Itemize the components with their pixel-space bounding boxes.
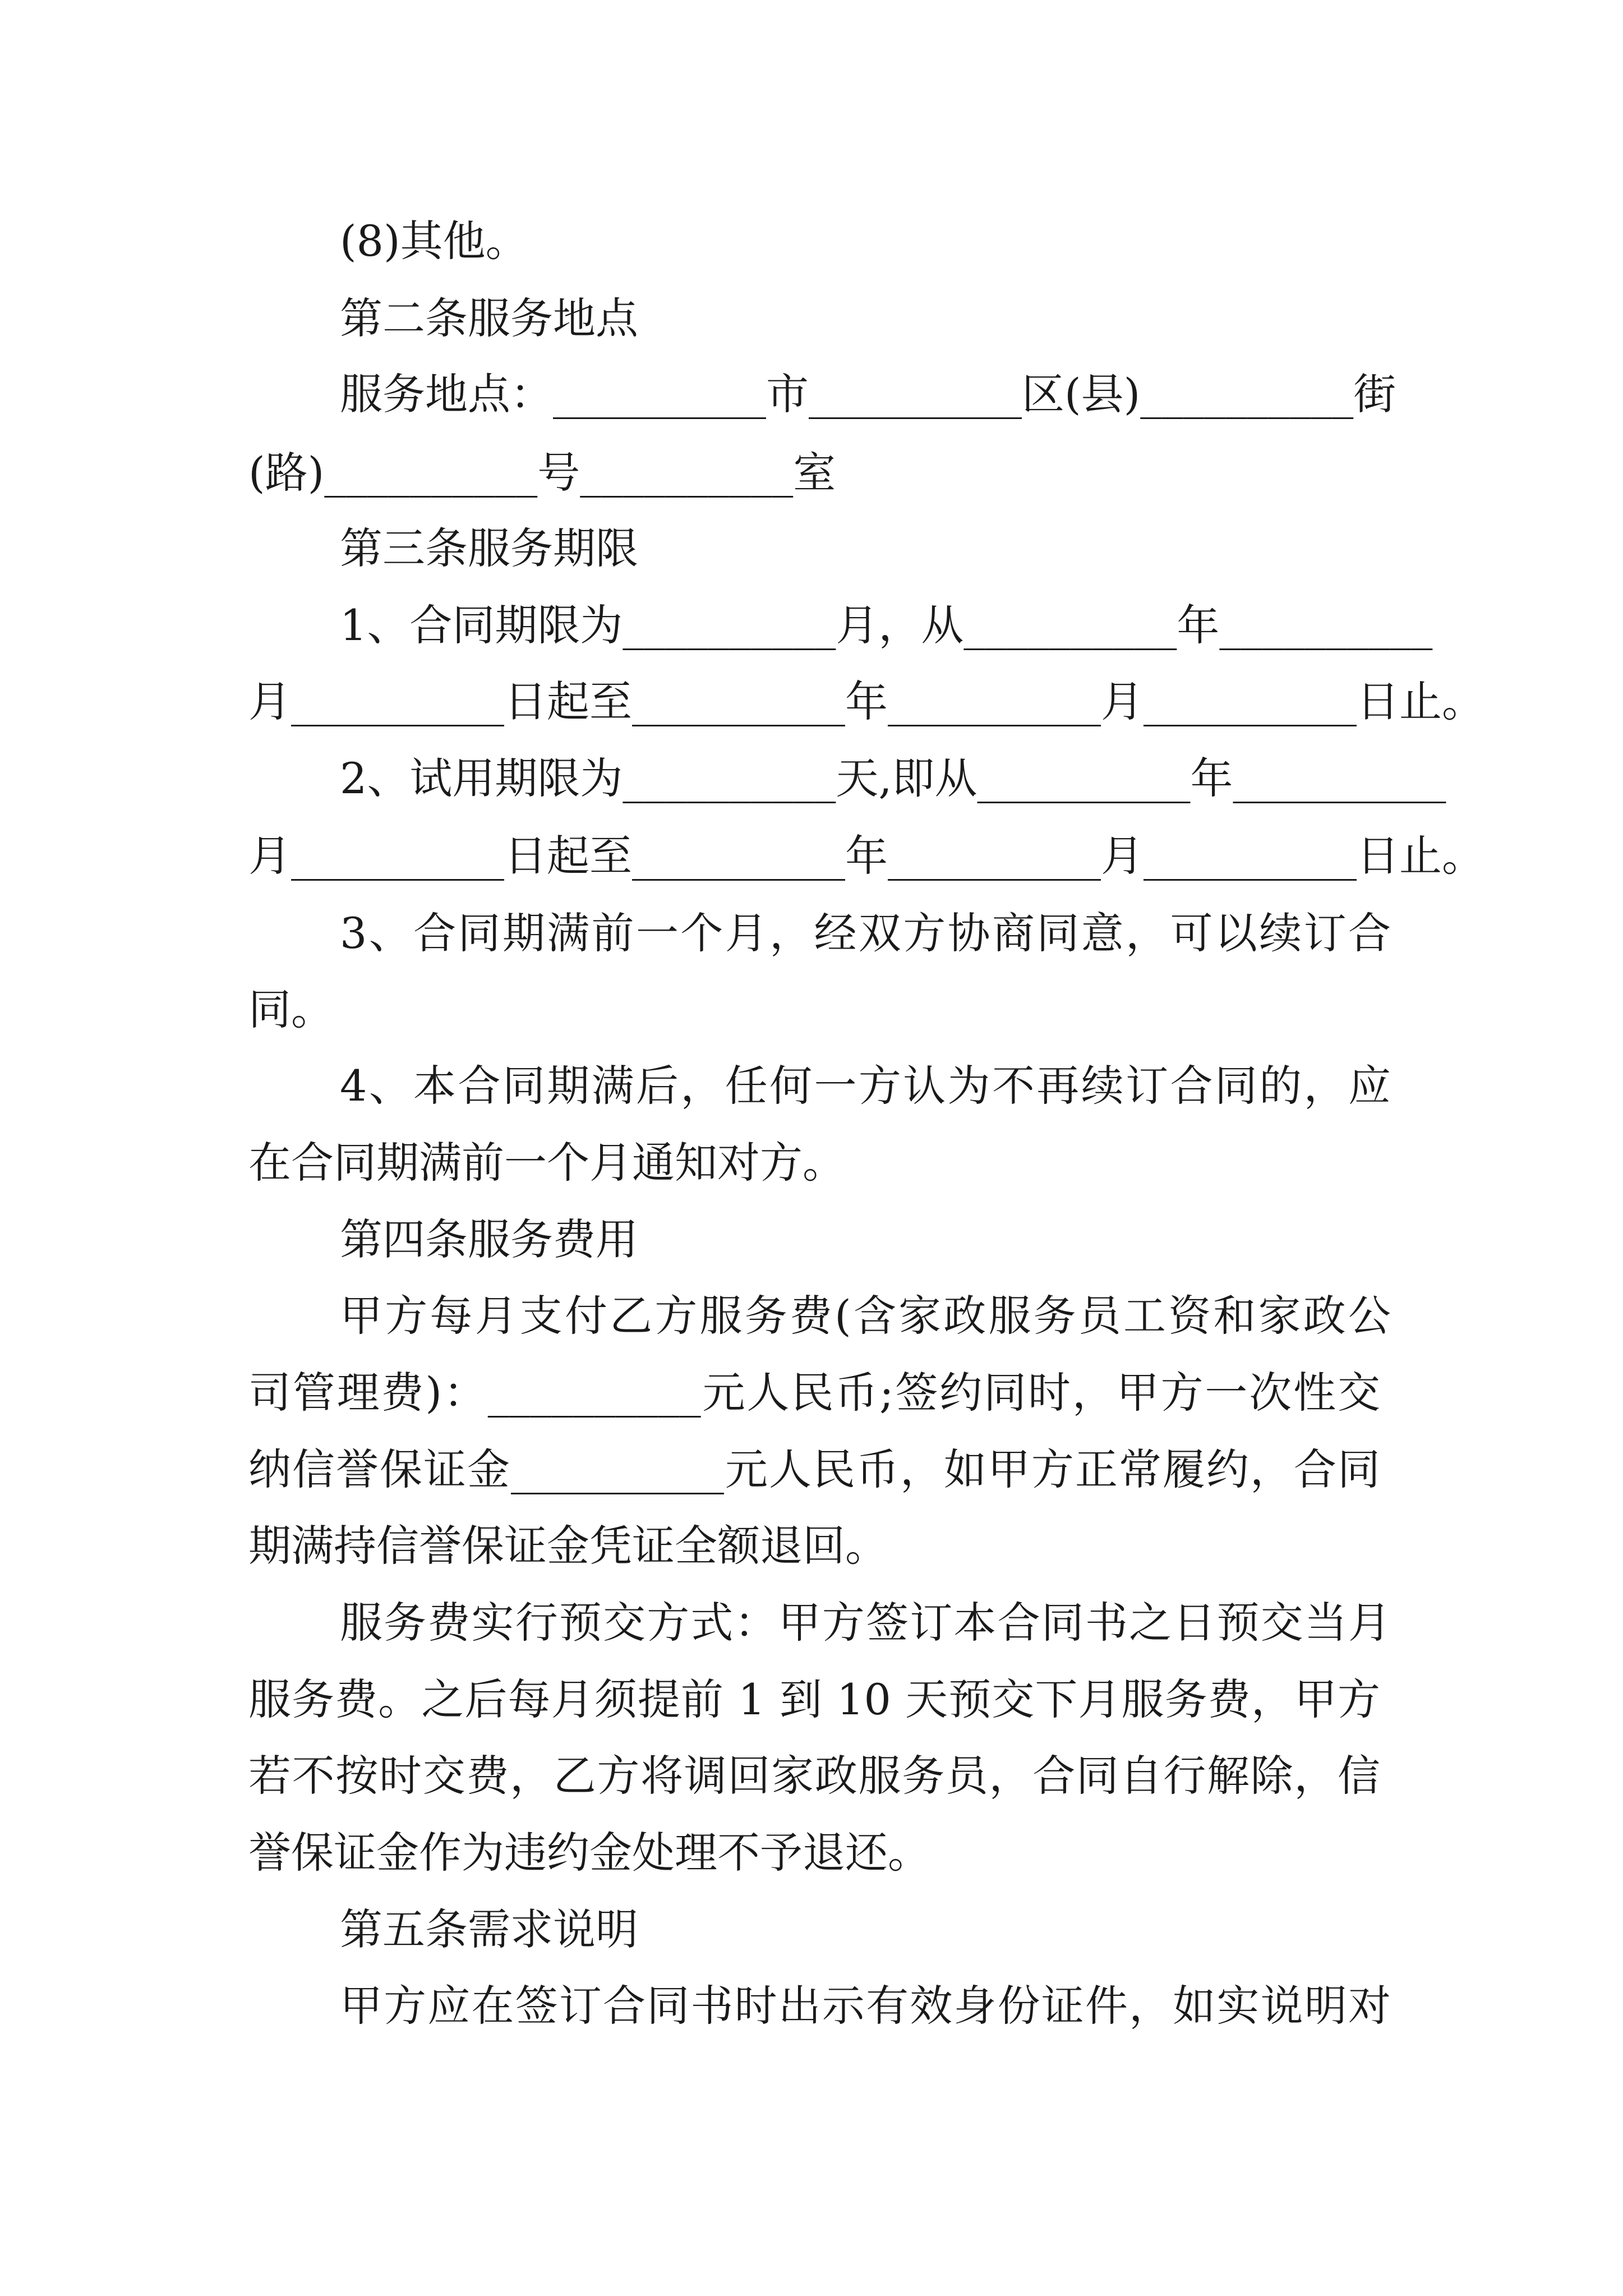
service-fee-line-3: 纳信誉保证金__________元人民币，如甲方正常履约，合同 [248, 1444, 1380, 1494]
renewal-line-1: 3、合同期满前一个月，经双方协商同意，可以续订合 [340, 908, 1391, 958]
service-location-line-1: 服务地点：__________市__________区(县)__________街 [340, 369, 1396, 419]
clause-item-8: (8)其他。 [340, 216, 528, 266]
service-location-line-2: (路)__________号__________室 [248, 448, 836, 498]
service-fee-line-2: 司管理费)：__________元人民币;签约同时，甲方一次性交 [248, 1368, 1380, 1418]
contract-term-line-1: 1、合同期限为__________月，从__________年__________ [340, 600, 1433, 650]
heading-article-2: 第二条服务地点 [340, 293, 638, 343]
heading-article-3: 第三条服务期限 [340, 523, 638, 573]
trial-term-line-2: 月__________日起至__________年__________月__________日止。 [248, 831, 1484, 881]
termination-notice-line-2: 在合同期满前一个月通知对方。 [248, 1138, 845, 1188]
service-fee-line-4: 期满持信誉保证金凭证全额退回。 [248, 1521, 888, 1571]
service-fee-line-1: 甲方每月支付乙方服务费(含家政服务员工资和家政公 [340, 1291, 1391, 1341]
prepayment-line-3: 若不按时交费，乙方将调回家政服务员，合同自行解除，信 [248, 1751, 1380, 1801]
prepayment-line-2: 服务费。之后每月须提前 1 到 10 天预交下月服务费，甲方 [248, 1674, 1380, 1724]
requirements-line-1: 甲方应在签订合同书时出示有效身份证件，如实说明对 [340, 1981, 1391, 2031]
prepayment-line-1: 服务费实行预交方式：甲方签订本合同书之日预交当月 [340, 1598, 1391, 1648]
prepayment-line-4: 誉保证金作为违约金处理不予退还。 [248, 1828, 930, 1878]
trial-term-line-1: 2、试用期限为__________天,即从__________年__________ [340, 753, 1446, 803]
heading-article-5: 第五条需求说明 [340, 1904, 638, 1954]
renewal-line-2: 同。 [248, 984, 334, 1034]
heading-article-4: 第四条服务费用 [340, 1214, 638, 1264]
termination-notice-line-1: 4、本合同期满后，任何一方认为不再续订合同的，应 [340, 1061, 1391, 1111]
contract-term-line-2: 月__________日起至__________年__________月__________日止。 [248, 677, 1484, 726]
